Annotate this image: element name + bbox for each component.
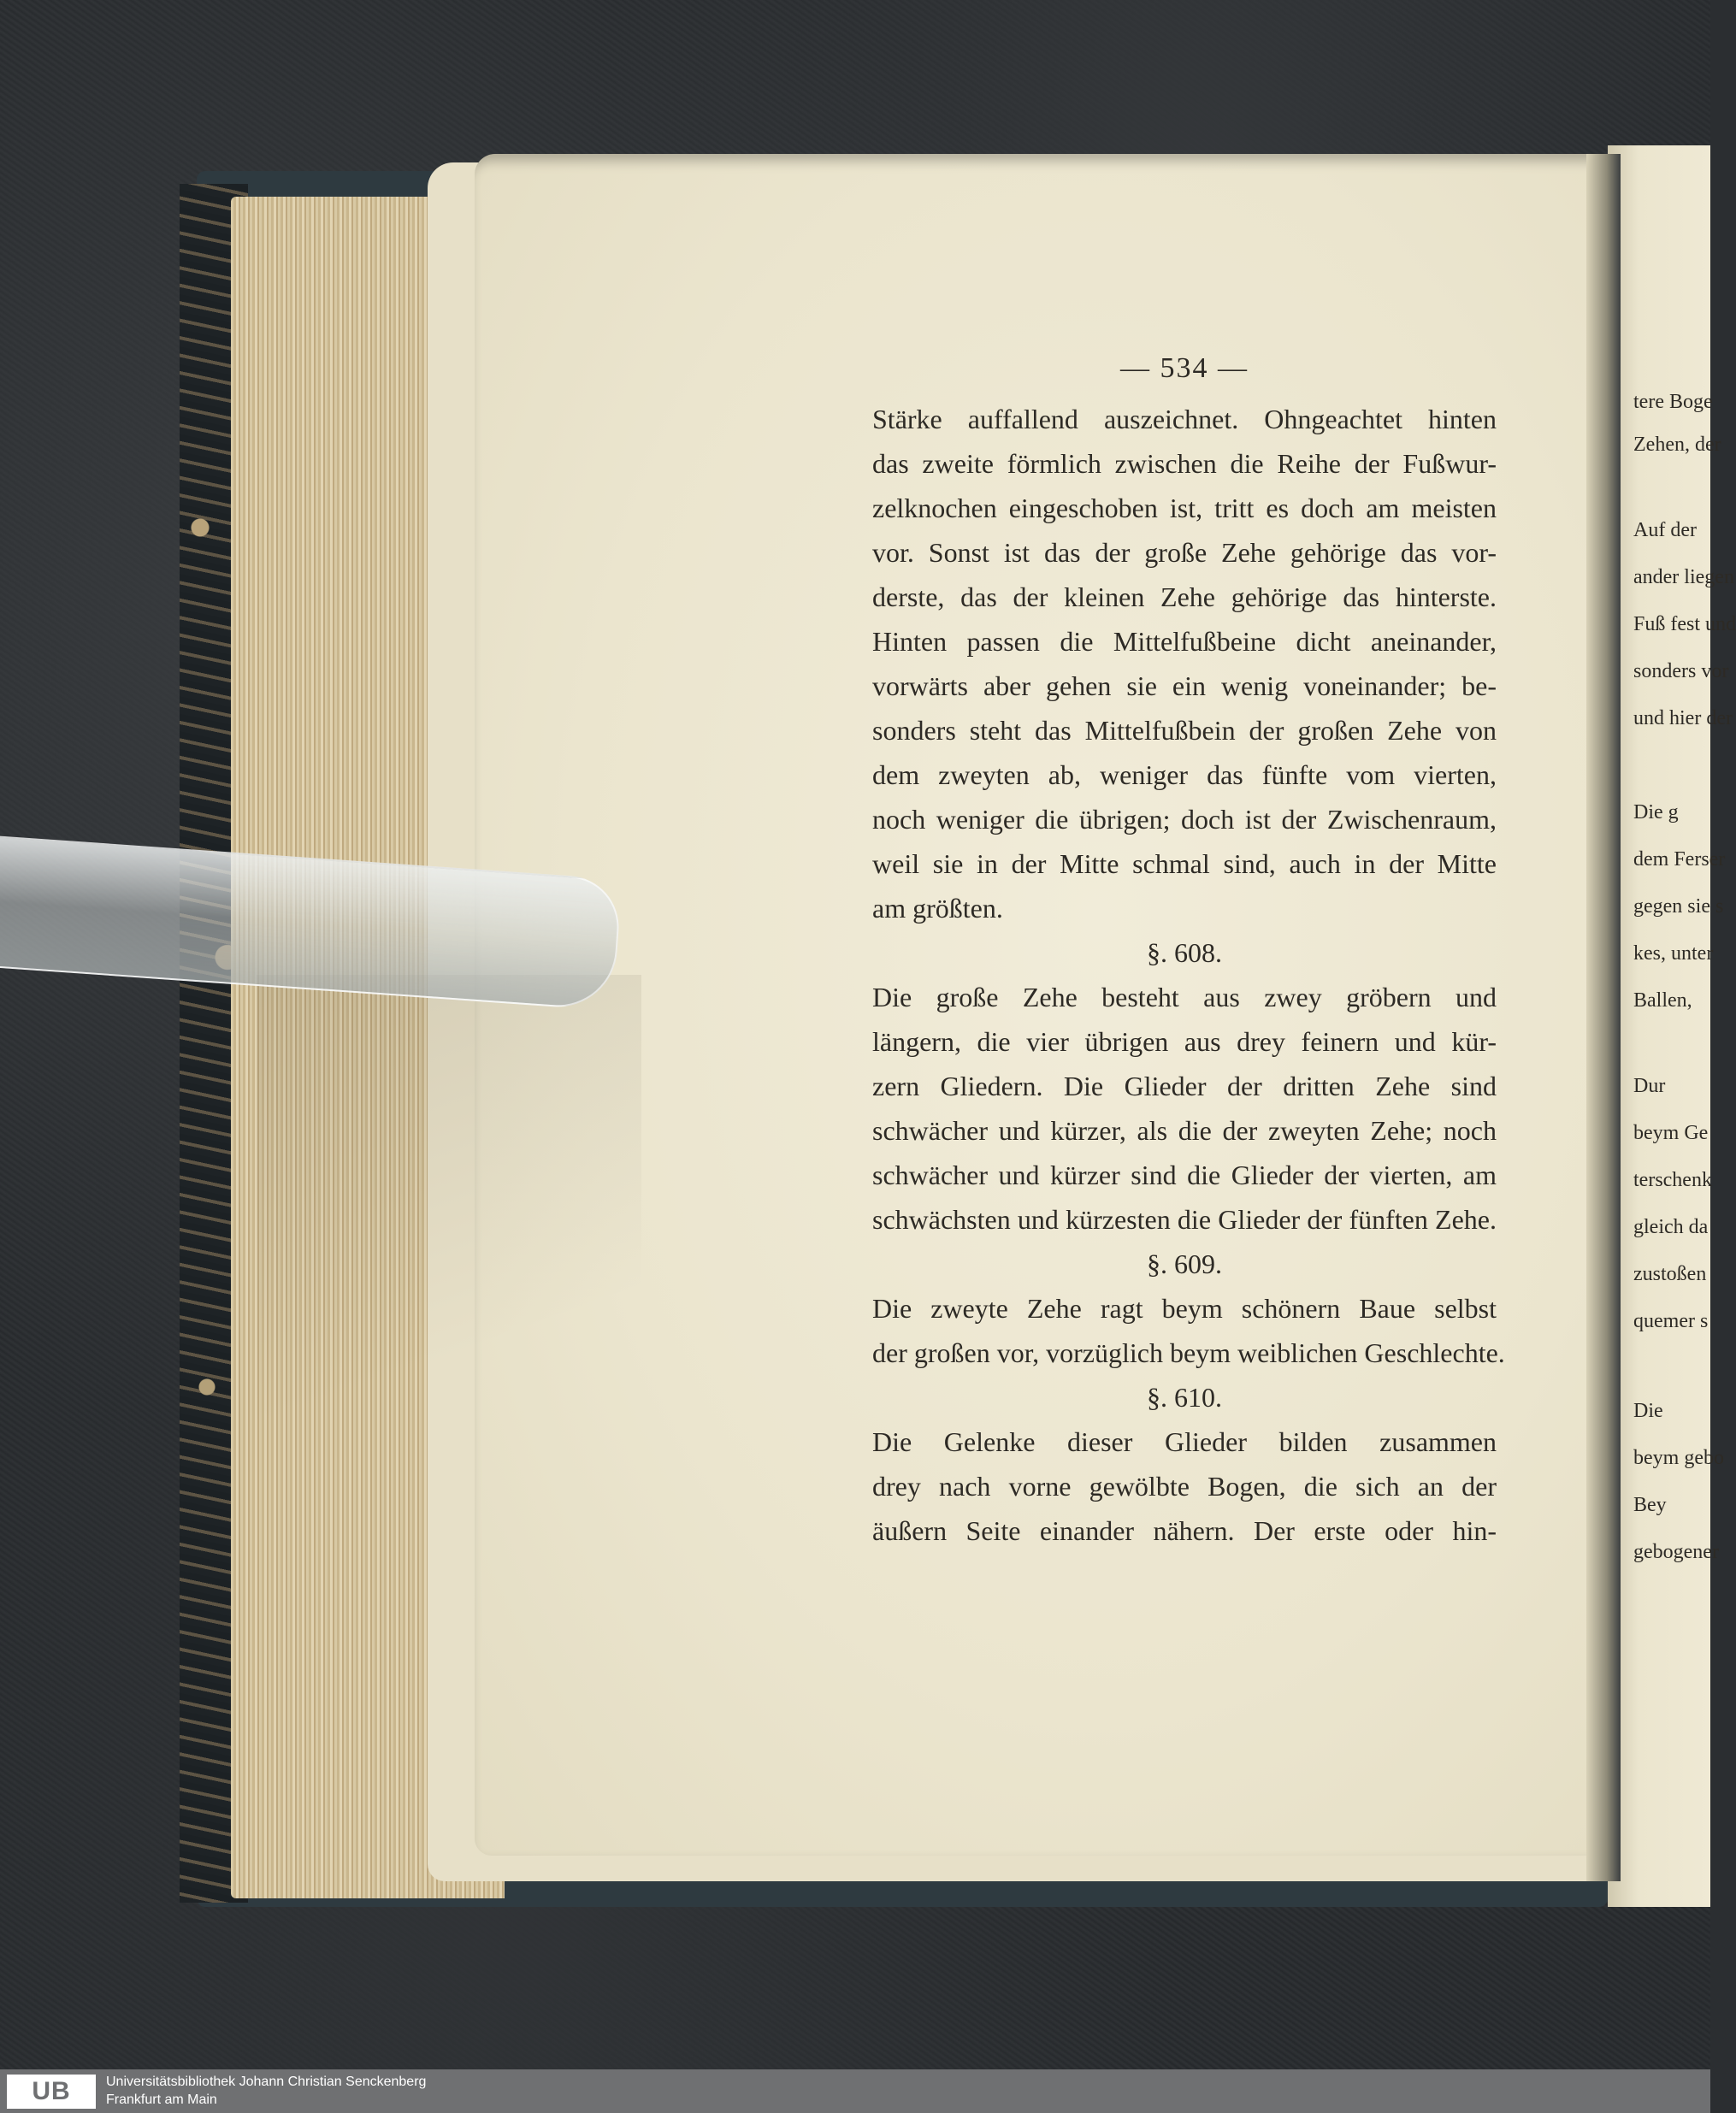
text-line: Die Gelenke dieser Glieder bilden zusammen — [872, 1426, 1497, 1457]
library-city: Frankfurt am Main — [106, 2092, 217, 2107]
section-heading-608: §. 608. — [1147, 937, 1222, 968]
right-page-fragment: gleich da — [1633, 1216, 1709, 1238]
text-line: drey nach vorne gewölbte Bogen, die sich an der — [872, 1471, 1497, 1502]
text-line: derste, das der kleinen Zehe gehörige das hinterste. — [872, 581, 1497, 612]
right-page-fragment: quemer s — [1633, 1310, 1709, 1332]
text-line: am größten. — [872, 893, 1003, 924]
text-line: äußern Seite einander nähern. Der erste oder hin- — [872, 1515, 1497, 1546]
text-line: dem zweyten ab, weniger das fünfte vom vierten, — [872, 759, 1497, 790]
right-page-fragment: Dur — [1633, 1075, 1666, 1097]
right-page-fragment: Bey — [1633, 1494, 1667, 1516]
right-page-fragment: tere Boge — [1633, 391, 1713, 413]
text-line: weil sie in der Mitte schmal sind, auch in der Mitte — [872, 848, 1497, 879]
text-line: schwächsten und kürzesten die Glieder der fünften Zehe. — [872, 1204, 1497, 1235]
text-line: längern, die vier übrigen aus drey feinern und kür- — [872, 1026, 1497, 1057]
text-line: vor. Sonst ist das der große Zehe gehörige das vor- — [872, 537, 1497, 568]
text-line: Stärke auffallend auszeichnet. Ohngeachtet hinten — [872, 404, 1497, 434]
right-page-fragment: Zehen, der — [1633, 434, 1721, 456]
text-line: Die zweyte Zehe ragt beym schönern Baue selbst — [872, 1293, 1497, 1324]
right-page-fragment: ander liegen — [1633, 566, 1734, 588]
text-line: sonders steht das Mittelfußbein der großen Zehe von — [872, 715, 1497, 746]
text-line: Hinten passen die Mittelfußbeine dicht aneinander, — [872, 626, 1497, 657]
right-page-fragment: und hier der — [1633, 707, 1733, 729]
text-line: zelknochen eingeschoben ist, tritt es doch am meisten — [872, 493, 1497, 523]
right-page-fragment: dem Ferser — [1633, 848, 1726, 871]
right-page-fragment: beym Ge — [1633, 1122, 1709, 1144]
text-line: zern Gliedern. Die Glieder der dritten Zehe sind — [872, 1071, 1497, 1101]
right-page-fragment: Auf der — [1633, 519, 1697, 541]
right-page-fragment: gebogener — [1633, 1541, 1719, 1563]
library-footer-bar — [0, 2069, 1710, 2113]
text-line: das zweite förmlich zwischen die Reihe der Fußwur- — [872, 448, 1497, 479]
text-line: schwächer und kürzer sind die Glieder der vierten, am — [872, 1160, 1497, 1190]
right-page-fragment: Die g — [1633, 801, 1679, 823]
page-shadow — [257, 975, 641, 1488]
text-line: der großen vor, vorzüglich beym weiblichen Geschlechte. — [872, 1337, 1505, 1368]
section-heading-610: §. 610. — [1147, 1382, 1222, 1413]
right-page-fragment: terschenk — [1633, 1169, 1712, 1191]
text-line: Die große Zehe besteht aus zwey gröbern und — [872, 982, 1497, 1012]
text-line: noch weniger die übrigen; doch ist der Zwischenraum, — [872, 804, 1497, 835]
right-page-fragment: beym gebo — [1633, 1447, 1724, 1469]
right-page-fragment: Fuß fest und — [1633, 613, 1736, 635]
right-page-fragment: sonders vor — [1633, 660, 1729, 682]
right-page-fragment: kes, unter — [1633, 942, 1714, 965]
text-line: vorwärts aber gehen sie ein wenig voneinander; be- — [872, 670, 1497, 701]
ub-logo: UB — [7, 2075, 96, 2109]
right-page-fragment: zustoßen — [1633, 1263, 1707, 1285]
library-name: Universitätsbibliothek Johann Christian Senckenberg — [106, 2075, 427, 2089]
right-page-fragment: Ballen, — [1633, 989, 1692, 1012]
text-line: schwächer und kürzer, als die der zweyten Zehe; noch — [872, 1115, 1497, 1146]
book-gutter — [1586, 154, 1621, 1881]
right-page-fragment: Die — [1633, 1400, 1663, 1422]
section-heading-609: §. 609. — [1147, 1248, 1222, 1279]
right-page-fragment: gegen sie s — [1633, 895, 1724, 918]
page-number-header: — 534 — — [1120, 352, 1249, 384]
